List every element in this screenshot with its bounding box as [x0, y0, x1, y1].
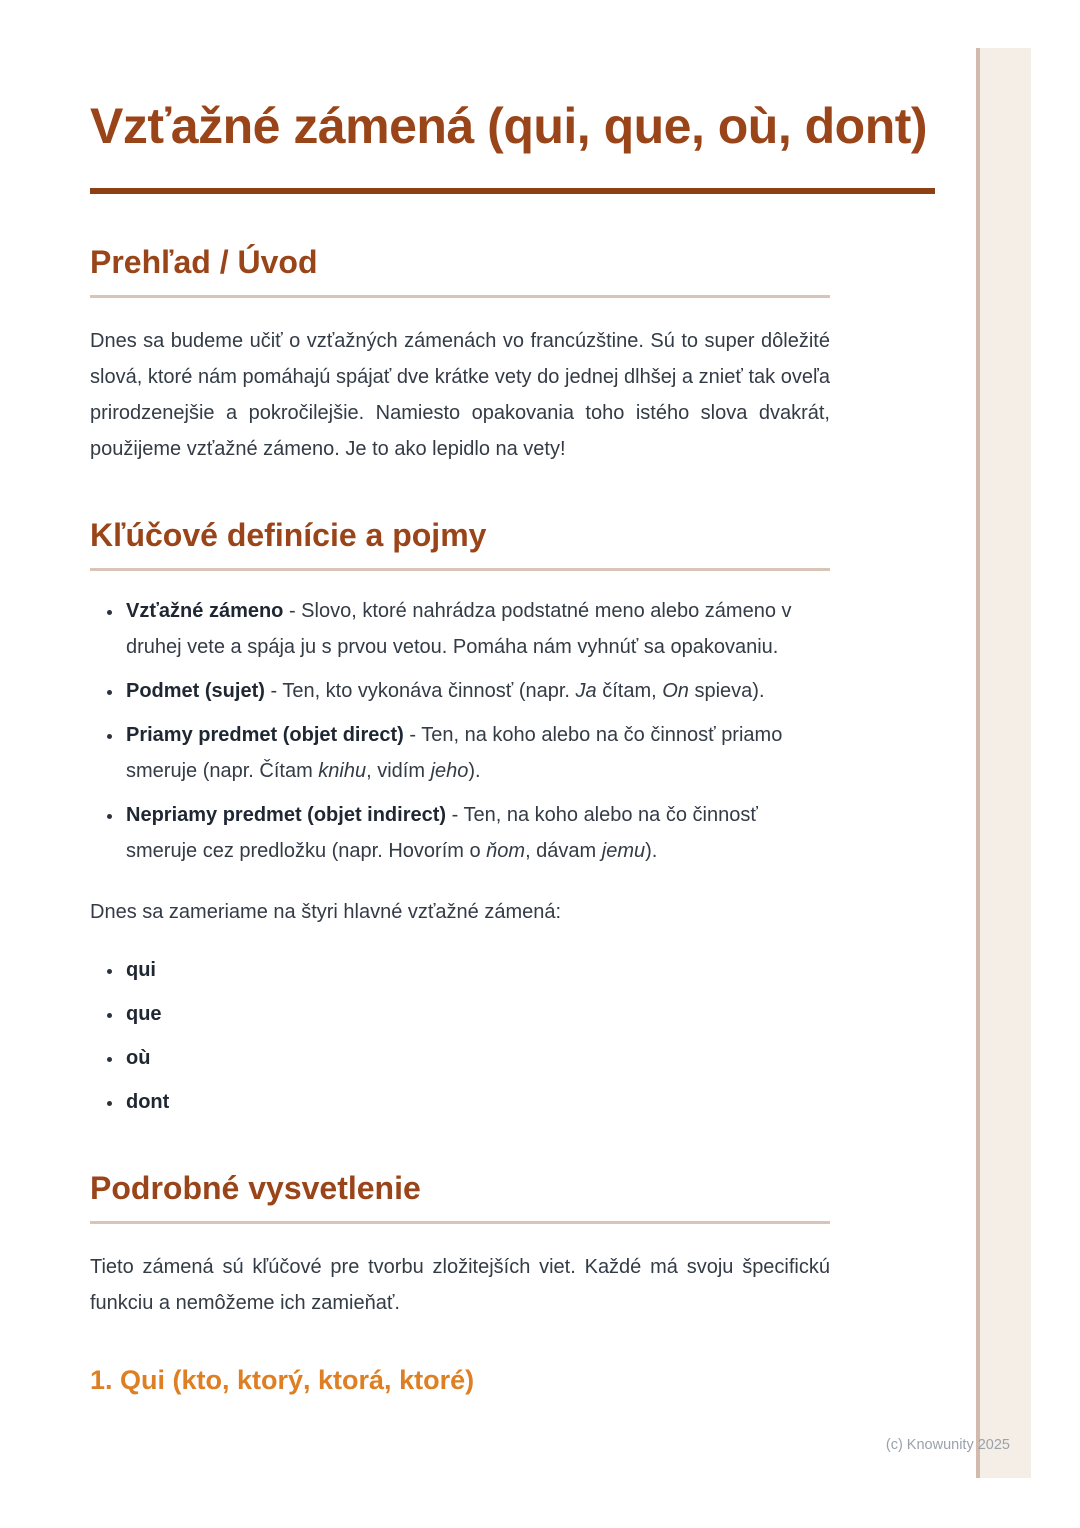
lead-paragraph: Dnes sa zameriame na štyri hlavné vzťažné zámená: [90, 901, 562, 923]
pronoun-list [90, 952, 830, 1120]
overview-divider [90, 295, 830, 298]
pronoun-item: • que [124, 996, 830, 1032]
explanation-heading: Podrobné vysvetlenie [90, 1170, 421, 1206]
definition-item: • Vzťažné zámeno - Slovo, ktoré nahrádza podstatné meno alebo zámeno v druhej vete a spája ju s prvou vetou. Pomáha nám vyhnúť sa opakovaniu. [124, 593, 830, 665]
definitions-list [90, 593, 830, 869]
explanation-divider [90, 1221, 830, 1224]
definition-item: • Priamy predmet (objet direct) - Ten, na koho alebo na čo činnosť priamo smeruje (napr. Čítam knihu, vidím jeho). [124, 717, 830, 789]
definitions-heading: Kľúčové definície a pojmy [90, 517, 487, 553]
pronoun-item: • dont [124, 1084, 830, 1120]
title-divider [90, 188, 935, 194]
copyright-text: (c) Knowunity 2025 [885, 1437, 1010, 1453]
subsection-heading-qui: 1. Qui (kto, ktorý, ktorá, ktoré) [90, 1365, 475, 1395]
section-overview [90, 242, 1080, 467]
explanation-paragraph: Tieto zámená sú kľúčové pre tvorbu zložitejších viet. Každé má svoju špecifickú funkciu a nemôžeme ich zamieňať. [90, 1256, 830, 1314]
definition-item: • Nepriamy predmet (objet indirect) - Ten, na koho alebo na čo činnosť smeruje cez predložku (napr. Hovorím o ňom, dávam jemu). [124, 797, 830, 869]
section-definitions [90, 515, 1080, 1120]
overview-heading: Prehľad / Úvod [90, 244, 318, 280]
section-explanation [90, 1168, 1080, 1396]
definition-item: • Podmet (sujet) - Ten, kto vykonáva činnosť (napr. Ja čítam, On spieva). [124, 673, 830, 709]
page-title: Vzťažné zámená (qui, que, où, dont) [90, 98, 928, 154]
pronoun-item: • qui [124, 952, 830, 988]
overview-paragraph: Dnes sa budeme učiť o vzťažných zámenách vo francúzštine. Sú to super dôležité slová, ktoré nám pomáhajú spájať dve krátke vety do jednej dlhšej a znieť tak oveľa prirodzenejšie a pokročilejšie. Namiesto opakovania toho istého slova dvakrát, použijeme vzťažné zámeno. Je to ako lepidlo na vety! [90, 330, 830, 460]
pronoun-item: • où [124, 1040, 830, 1076]
definitions-divider [90, 568, 830, 571]
